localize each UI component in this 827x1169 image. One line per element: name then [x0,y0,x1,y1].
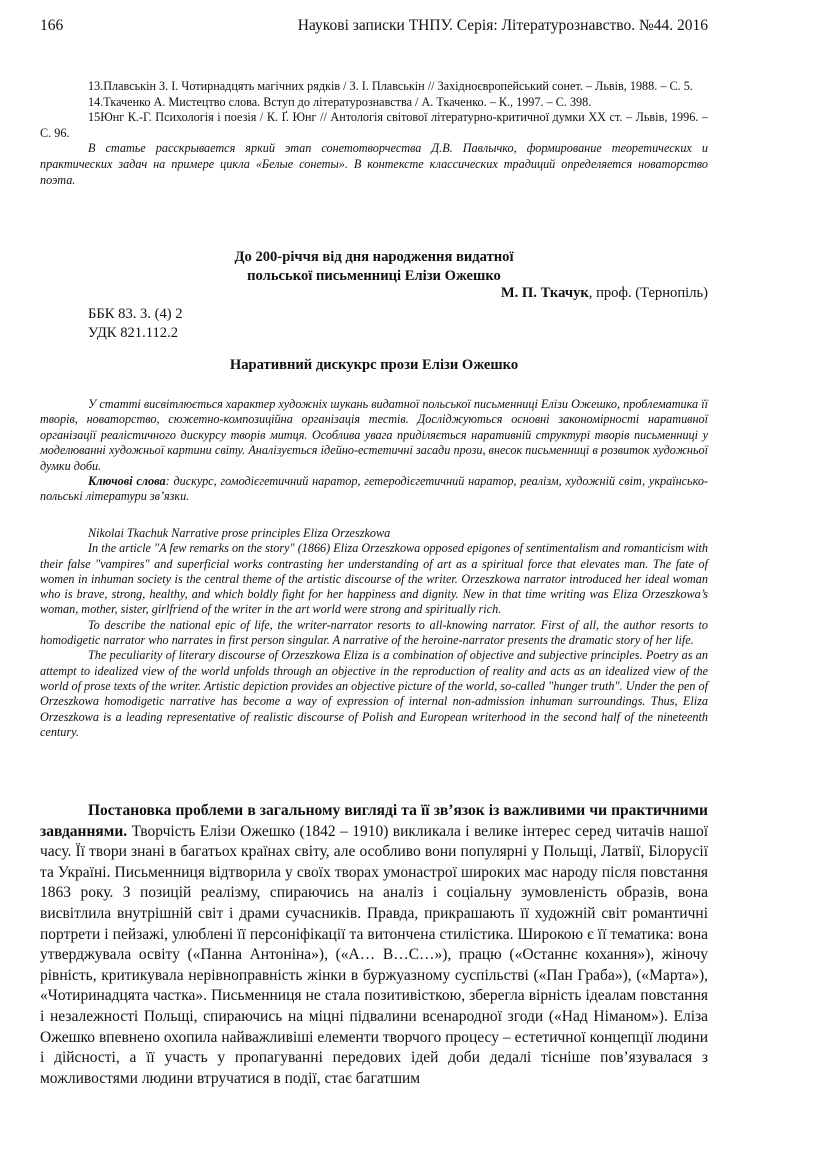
body-paragraph [40,801,708,1089]
english-paragraph: To describe the national epic of life, the writer-narrator resorts to all-knowing narrator. First of all, the author resorts to homodigetic narrator who narrates in first person singular. A narrative of the heroine-narrator presents the dramatic story of her life. [40,617,708,648]
article-title: Наративний дискукрс прози Елізи Ожешко [229,357,519,373]
main-text [40,801,708,1089]
dedication [40,248,708,285]
abstract-text: У статті висвітлюється характер художніх шукань видатної польської письменниці Елізи Ожешко, проблематика її творів, новаторство, сюжетно-композиційна організація тестів. Досліджуються основні закономірності наративної організації реалістичного дискурсу творів митця. Особлива увага приділяється наративній структурі творів письменниці у моделюванні художньої картини світу. Аналізується ідейно-естетичні засади прози, внесок письменниці в розвиток художньої думки доби. [40,397,708,473]
running-header [40,17,708,41]
previous-article-summary: В статье расскрывается яркий этап сонетотворчества Д.В. Павлычко, формирование теоретических и практических задач на примере цикла «Белые сонеты». В контексте классических традиций определяется новаторство поэта. [40,141,708,187]
udk-code: УДК 821.112.2 [88,325,179,341]
reference-item: 13.Плавськін З. І. Чотирнадцять магічних рядків / З. І. Плавськін // Західноєвропейський сонет. – Львів, 1988. – С. 5. [88,79,693,93]
english-paragraph: The peculiarity of literary discourse of Orzeszkowa Eliza is a combination of objective and subjective principles. Poetry as an attempt to idealized view of the world unfolds through an objective in the reproduction of reality and acts as an idealized view of the world of prose texts of the writer. Artistic depiction provides an objective picture of the world, so-called "hunger truth". Under the pen of Orzeszkowa homodigetic narrative has become a way of expression of internal non-admission inhuman surroundings. Thus, Eliza Orzeszkowa is a leading representative of realistic discourse of Polish and European writerhood in the second half of the nineteenth century. [40,648,708,739]
reference-item: 14.Ткаченко А. Мистецтво слова. Вступ до літературознавства / А. Ткаченко. – К., 1997. – С. 398. [88,94,592,109]
body-text: Творчість Елізи Ожешко (1842 – 1910) викликала і велике інтерес серед читачів нашої часу. Її твори знані в багатьох країнах світу, але особливо вони популярні у Польщі, Латвії, Білорусії та Україні. Письменниця відтворила у своїх творах умонастрої широких мас народу після повстання 1863 року. З позицій реалізму, спираючись на аналіз і соціальну зумовленість образів, вона висвітлила внутрішній світ і драми сучасників. Правда, прикрашають її художній світ романтичні портрети і пейзажі, улюблені її персоніфікації та витончена стилістика. Широкою є її тематика: вона утверджувала освіту («Панна Антоніна»), («А… В…С…»), працю («Останнє кохання»), жіночу рівність, критикувала нерівноправність жінки в буржуазному суспільстві («Пан Граба»), («Марта»), «Чотиринадцята частка». Письменниця не стала позитивісткою, зберегла вірність ідеалам повстання і незалежності Польщі, спираючись на міцні підвалини всенародної згоди («Над Німаном»). Еліза Ожешко впевнено охопила найважливіші елементи творчого процесу – естетичної концепції людини і дійсності, а її участь у пропагуванні передових ідей доби дедалі тісніше пов’язувалася з можливостями людини втручатися в події, стає багатшим [40,822,708,1087]
section-heading: Постановка проблеми в загальному вигляді та її зв’язок із важливими чи практичними завданнями. [40,802,708,840]
reference-item: 15Юнг К.-Г. Психологія і поезія / К. Ґ. Юнг // Антологія світової літературно-критичної думки ХХ ст. – Львів, 1996. – С. 96. [40,110,708,140]
keywords-text: : дискурс, гомодієгетичний наратор, гетеродієгетичний наратор, реалізм, художній світ, українсько-польські літератури зв’язки. [40,474,708,504]
abstract-english [40,526,708,740]
reference-list [40,79,708,188]
bbk-code: ББК 83. 3. (4) 2 [88,306,183,322]
abstract-ukrainian [40,397,708,505]
author-affiliation: , проф. (Тернопіль) [588,285,708,301]
english-paragraph: In the article "A few remarks on the story" (1866) Eliza Orzeszkowa opposed epigones of sentimentalism and romanticism with their false "vampires" and superficial works contrasting her understanding of art as a spiritual force that elevates man. The fate of women in inhuman society is the central theme of the artistic discourse of the writer. Orzeszkowa narrator introduced her ideal woman who is brave, strong, healthy, and which boldly fight for her happiness and dignity. New in that time writing was Eliza Orzeszkowa’s woman, mother, sister, girlfriend of the writer in the art world were strong and spiritually rich. [40,541,708,617]
classification-codes [88,305,183,343]
dedication-line: До 200-річчя від дня народження видатної [234,249,514,265]
keywords [40,474,708,505]
keywords-label: Ключові слова [88,474,166,489]
author-name: М. П. Ткачук [500,285,589,301]
page-number: 166 [40,17,64,34]
dedication-line: польської письменниці Елізи Ожешко [247,267,501,284]
journal-title: Наукові записки ТНПУ. Серія: Літературознавство. №44. 2016 [297,17,708,34]
english-title-line: Nikolai Tkachuk Narrative prose principles Eliza Orzeszkowa [88,526,391,540]
author-line [501,285,708,302]
